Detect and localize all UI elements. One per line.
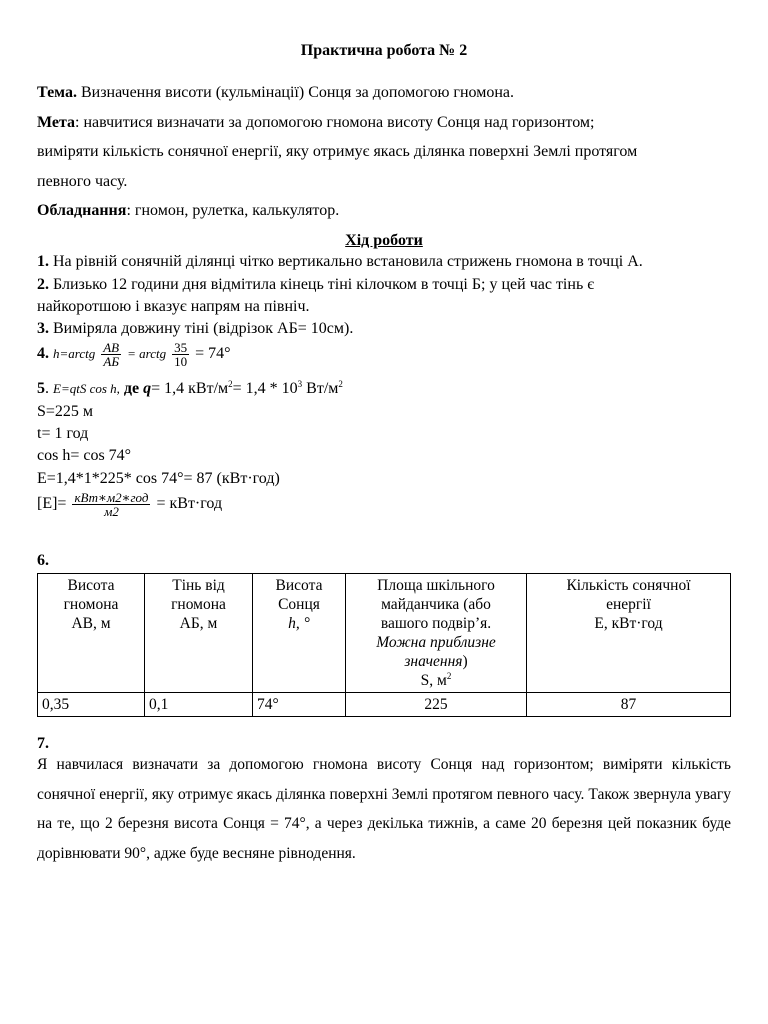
cell-area: 225 <box>346 693 527 717</box>
conclusion-paragraph: Я навчилася визначати за допомогою гномона висоту Сонця над горизонтом; виміряти кількість сонячної енергії, яку отримує якась ділянка поверхні Землі протягом певного часу. Також звернула увагу на те, що 2 березня висота Сонця = 74°, а через декілька тижнів, а саме 20 березня цей показник буде дорівнювати 90°, адже буде весняне рівнодення. <box>37 756 731 862</box>
step-7-num: 7. <box>37 735 49 752</box>
fraction-2-numerator: 35 <box>174 340 188 355</box>
theme-label: Тема. <box>37 84 77 101</box>
step-6-num: 6. <box>37 552 49 569</box>
step-5-value3: Вт/м <box>302 380 339 397</box>
fraction-1-numerator: AB <box>103 340 120 355</box>
cell-solar-energy: 87 <box>527 693 731 717</box>
cell-gnomon-shadow: 0,1 <box>145 693 253 717</box>
header-area: Площа шкільного майданчика (або вашого подвір’я. Можна приблизне значення) S, $м^2$ <box>346 574 527 693</box>
step-5-dot: . <box>45 380 49 397</box>
unit-lhs: [E]= <box>37 495 67 513</box>
fraction-2-denominator: 10 <box>174 354 188 369</box>
unit-denominator: м2 <box>104 504 119 519</box>
equipment-label: Обладнання <box>37 202 127 219</box>
fraction-1-denominator: AБ <box>103 354 119 369</box>
goal-line-1 <box>37 114 594 132</box>
equipment-text: : гномон, рулетка, калькулятор. <box>126 202 340 219</box>
calc-e: E=1,4*1*225* cos 74°= 87 (кВт·год) <box>37 470 280 487</box>
step-6 <box>37 552 49 570</box>
step-3-num: 3. <box>37 320 49 337</box>
step-5-where: де <box>119 380 144 397</box>
step-2-text-1: Близько 12 години дня відмітила кінець тіні кілочком в точці Б; у цей час тінь є <box>49 276 595 293</box>
calc-cos: cos h= cos 74° <box>37 447 132 464</box>
theme-text: Визначення висоти (кульмінації) Сонця за допомогою гномона. <box>76 84 515 101</box>
step-4-lhs: h=arctg <box>53 346 96 362</box>
step-5-num: 5 <box>37 380 45 397</box>
calc-s: S=225 м <box>37 403 94 420</box>
unit-numerator: кВт∗м2∗год <box>74 490 149 505</box>
goal-text-1: : навчитися визначати за допомогою гномона висоту Сонця над горизонтом; <box>75 114 595 131</box>
step-5-q: q <box>143 380 152 397</box>
step-1-text: На рівній сонячній ділянці чітко вертикально встановила стрижень гномона в точці А. <box>49 253 643 270</box>
step-4-num: 4. <box>37 345 49 363</box>
step-3 <box>37 320 353 338</box>
procedure-heading-wrap <box>0 232 768 250</box>
step-4-result: = 74° <box>195 345 231 363</box>
header-gnomon-shadow: Тінь від гномона АБ, м <box>145 574 253 693</box>
unit-fraction <box>72 491 150 518</box>
header-sun-height: Висота Сонця h, ° <box>253 574 346 693</box>
unit-check <box>37 491 222 518</box>
goal-line-2: виміряти кількість сонячної енергії, яку отримує якась ділянка поверхні Землі протягом <box>37 143 638 160</box>
theme-line <box>37 84 514 102</box>
cell-gnomon-height: 0,35 <box>38 693 145 717</box>
header-gnomon-height: Висота гномона АВ, м <box>38 574 145 693</box>
cell-sun-height: 74° <box>253 693 346 717</box>
step-5-value2: = 1,4 * 10 <box>232 380 298 397</box>
step-5-sup2: 3 <box>297 379 303 389</box>
step-4 <box>37 341 231 368</box>
equipment-line <box>37 202 339 220</box>
fraction-35-over-10 <box>172 341 189 368</box>
step-2-line-1 <box>37 276 594 294</box>
goal-label: Мета <box>37 114 76 131</box>
procedure-heading: Хід роботи <box>345 232 423 249</box>
step-2-num: 2. <box>37 276 49 293</box>
results-table <box>37 573 731 717</box>
step-2-line-2: найкоротшою і вказує напрям на північ. <box>37 298 310 315</box>
header-solar-energy: Кількість сонячної енергії E, кВт·год <box>527 574 731 693</box>
step-5-formula: E=qtS cos h, <box>53 381 120 396</box>
step-5-sup1: 2 <box>228 379 233 389</box>
unit-rhs: = кВт·год <box>156 495 223 513</box>
step-1 <box>37 253 643 271</box>
goal-line-3: певного часу. <box>37 173 128 190</box>
step-5-sup3: 2 <box>338 379 343 389</box>
step-5-value: = 1,4 кВт/м <box>151 380 229 397</box>
table-row <box>38 693 731 717</box>
fraction-ab-over-ab <box>101 341 121 368</box>
page-title: Практична робота № 2 <box>300 42 468 59</box>
table-header-row <box>38 574 731 693</box>
calc-t: t= 1 год <box>37 425 89 442</box>
step-5 <box>37 380 343 398</box>
step-3-text: Виміряла довжину тіні (відрізок АБ= 10см). <box>49 320 354 337</box>
step-4-mid: = arctg <box>127 346 167 362</box>
step-1-num: 1. <box>37 253 49 270</box>
